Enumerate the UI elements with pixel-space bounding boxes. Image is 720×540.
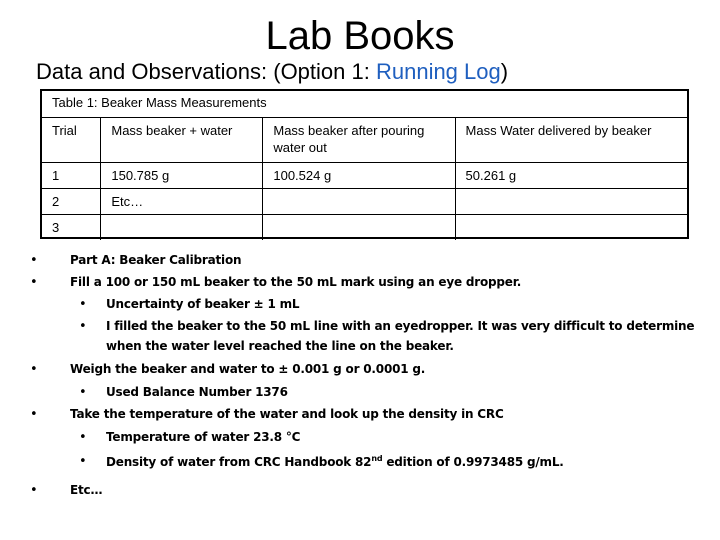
table-cell: 100.524 g — [263, 163, 455, 189]
table-cell: 1 — [42, 163, 101, 189]
ordinal-suffix: nd — [371, 454, 383, 463]
header-cell: Trial — [42, 118, 101, 163]
table-header-row — [42, 118, 687, 163]
table-cell — [263, 215, 455, 241]
subtitle-suffix: ) — [500, 59, 509, 84]
bullet-dot: • — [79, 297, 87, 312]
table-caption: Table 1: Beaker Mass Measurements — [52, 95, 267, 110]
bullet-dot: • — [30, 275, 38, 290]
table-cell — [101, 215, 263, 241]
header-cell: Mass beaker after pouring water out — [263, 118, 455, 163]
table-cell — [455, 189, 687, 215]
table-row — [42, 189, 687, 215]
list-item: Used Balance Number 1376 — [106, 385, 288, 399]
measurement-table — [42, 117, 687, 240]
table-cell: 50.261 g — [455, 163, 687, 189]
list-item: Part A: Beaker Calibration — [70, 253, 242, 267]
bullet-dot: • — [79, 319, 87, 334]
bullet-dot: • — [30, 483, 38, 498]
slide-subtitle — [36, 58, 508, 86]
bullet-dot: • — [30, 407, 38, 422]
list-item: Fill a 100 or 150 mL beaker to the 50 mL mark using an eye dropper. — [70, 275, 522, 289]
subtitle-highlight: Running Log — [375, 59, 501, 84]
measurement-table-box — [40, 89, 689, 239]
list-item: I filled the beaker to the 50 mL line with an eyedropper. It was very difficult to determine — [106, 319, 695, 333]
table-cell — [455, 215, 687, 241]
list-item: Uncertainty of beaker ± 1 mL — [106, 297, 300, 311]
density-text-post: edition of 0.9973485 g/mL. — [382, 455, 564, 469]
table-cell: 3 — [42, 215, 101, 241]
bullet-dot: • — [79, 430, 87, 445]
density-text-pre: Density of water from CRC Handbook 82 — [106, 455, 372, 469]
bullet-dot: • — [79, 454, 87, 469]
subtitle-prefix: Data and Observations: (Option 1: — [36, 59, 376, 84]
list-item: Etc… — [70, 483, 103, 497]
list-item: Take the temperature of the water and look up the density in CRC — [70, 407, 504, 421]
table-cell: 2 — [42, 189, 101, 215]
list-item-continued: when the water level reached the line on the beaker. — [106, 339, 454, 353]
table-row — [42, 163, 687, 189]
header-cell: Mass beaker + water — [101, 118, 263, 163]
bullet-dot: • — [30, 362, 38, 377]
slide-title: Lab Books — [265, 14, 455, 58]
list-item — [106, 454, 564, 469]
table-cell: 150.785 g — [101, 163, 263, 189]
list-item: Temperature of water 23.8 °C — [106, 430, 301, 444]
bullet-dot: • — [30, 253, 38, 268]
header-cell: Mass Water delivered by beaker — [455, 118, 687, 163]
table-cell — [263, 189, 455, 215]
list-item: Weigh the beaker and water to ± 0.001 g or 0.0001 g. — [70, 362, 426, 376]
table-cell: Etc… — [101, 189, 263, 215]
table-row — [42, 215, 687, 241]
bullet-dot: • — [79, 385, 87, 400]
